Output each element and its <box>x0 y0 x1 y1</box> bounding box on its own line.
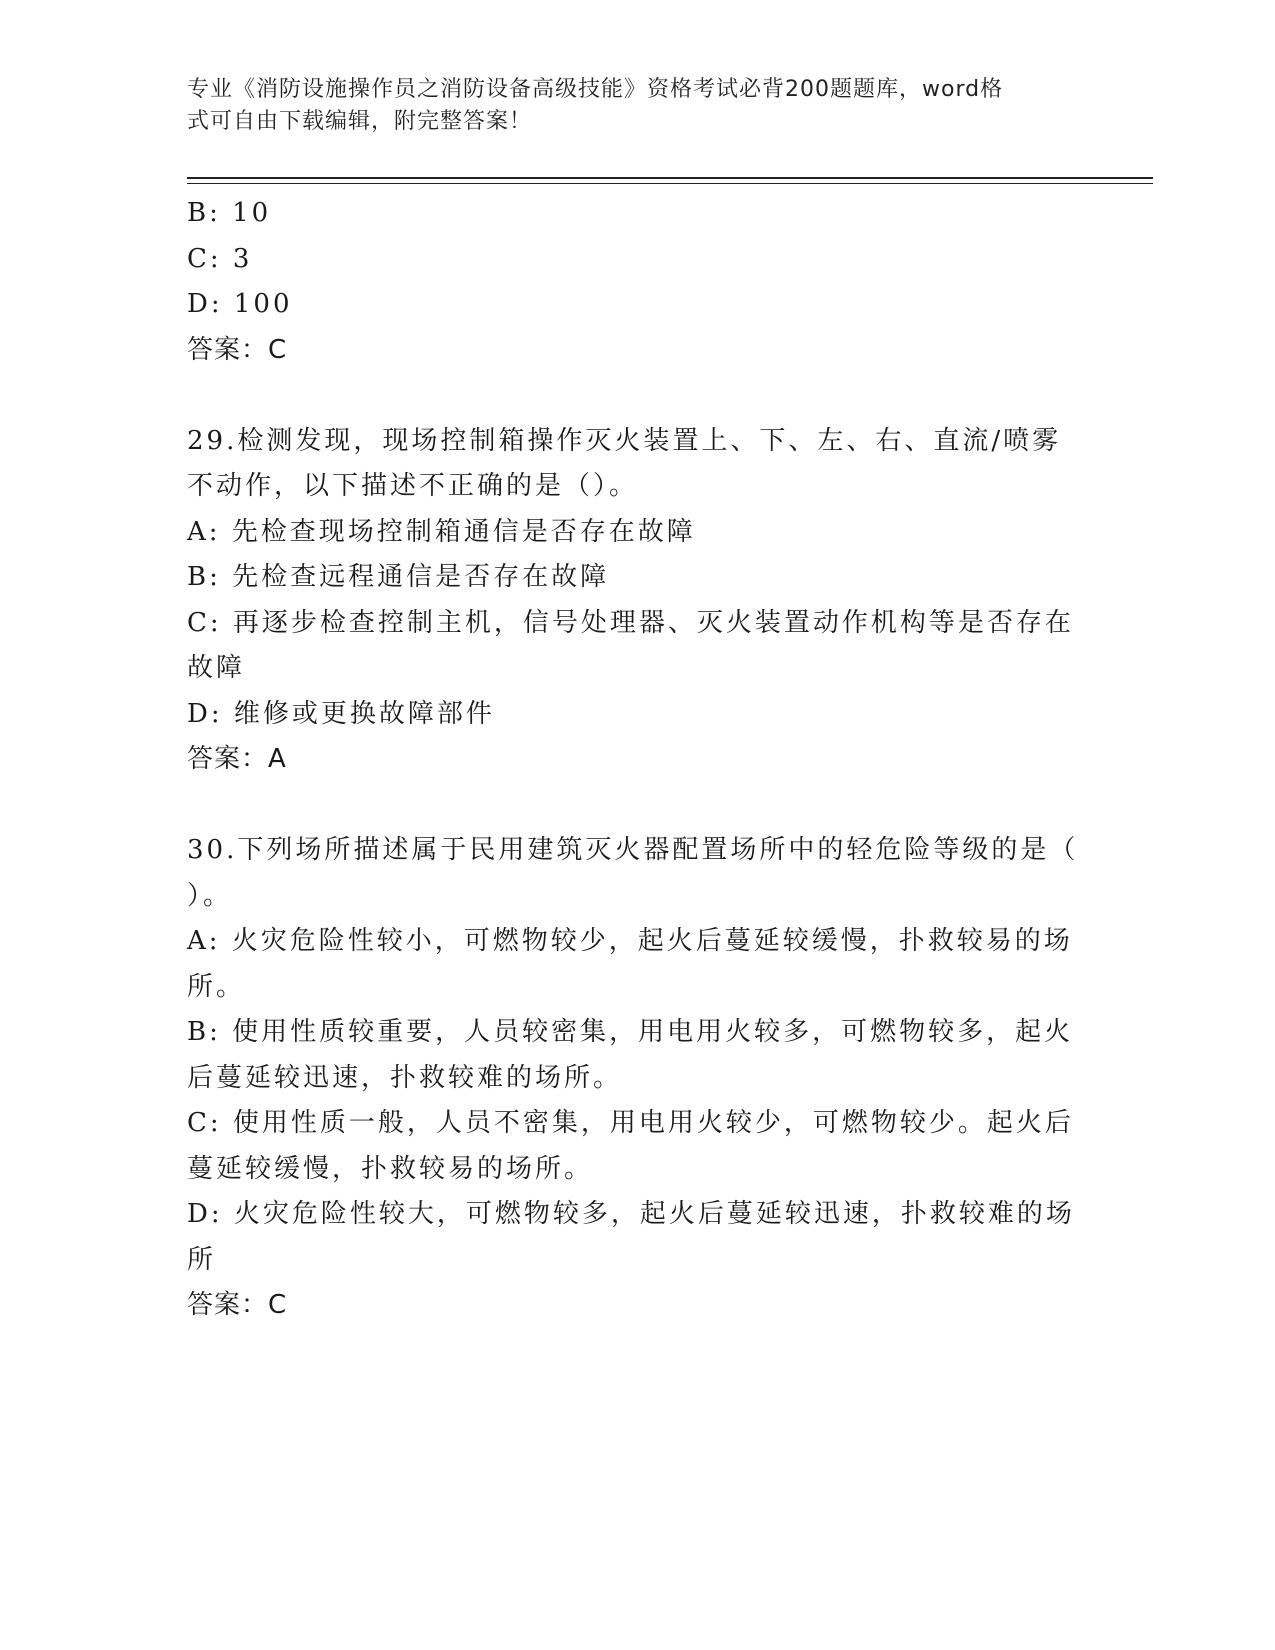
q30-question-line-1: 30.下列场所描述属于民用建筑灭火器配置场所中的轻危险等级的是（ <box>187 835 1079 865</box>
q29-question-line-1: 29.检测发现，现场控制箱操作灭火装置上、下、左、右、直流/喷雾 <box>187 425 1062 456</box>
q30-option-d-line-2: 所 <box>187 1244 217 1275</box>
q30-option-d-line-1: D: 火灾危险性较大，可燃物较多，起火后蔓延较迅速，扑救较难的场 <box>187 1199 1075 1229</box>
q30-question-line-2: ）。 <box>187 880 233 911</box>
q30-option-a-line-2: 所。 <box>187 971 246 1002</box>
q29-option-d: D: 维修或更换故障部件 <box>187 698 495 729</box>
q28-option-d: D: 100 <box>187 289 293 319</box>
spacer <box>187 783 1087 829</box>
question-content <box>187 191 1087 1329</box>
q30-option-b-line-2: 后蔓延较迅速，扑救较难的场所。 <box>187 1062 623 1093</box>
spacer <box>187 373 1087 419</box>
q29-question-line-2: 不动作，以下描述不正确的是（）。 <box>187 471 639 501</box>
header-line-1: 专业《消防设施操作员之消防设备高级技能》资格考试必背200题题库，word格 <box>187 77 1004 102</box>
q29-option-c-line-1: C: 再逐步检查控制主机，信号处理器、灭火装置动作机构等是否存在 <box>187 607 1074 638</box>
header-divider-thin <box>187 183 1153 184</box>
page-header <box>187 74 1067 138</box>
q28-answer: 答案：C <box>187 334 288 365</box>
q29-option-c-line-2: 故障 <box>187 653 246 683</box>
question-30 <box>187 828 1087 1329</box>
q30-answer: 答案：C <box>187 1290 288 1320</box>
q29-option-a: A: 先检查现场控制箱通信是否存在故障 <box>187 516 696 547</box>
header-line-2: 式可自由下载编辑，附完整答案！ <box>187 109 533 134</box>
question-29 <box>187 419 1087 783</box>
q30-option-a-line-1: A: 火灾危险性较小，可燃物较少，起火后蔓延较缓慢，扑救较易的场 <box>187 926 1073 956</box>
q28-option-b: B: 10 <box>187 198 272 228</box>
q30-option-b-line-1: B: 使用性质较重要，人员较密集，用电用火较多，可燃物较多，起火 <box>187 1017 1074 1047</box>
question-28-tail <box>187 191 1087 373</box>
header-divider-thick <box>187 177 1153 179</box>
q29-answer: 答案：A <box>187 744 287 774</box>
q30-option-c-line-1: C: 使用性质一般，人员不密集，用电用火较少，可燃物较少。起火后 <box>187 1108 1074 1138</box>
q29-option-b: B: 先检查远程通信是否存在故障 <box>187 562 610 592</box>
q30-option-c-line-2: 蔓延较缓慢，扑救较易的场所。 <box>187 1153 594 1184</box>
q28-option-c: C: 3 <box>187 243 253 274</box>
